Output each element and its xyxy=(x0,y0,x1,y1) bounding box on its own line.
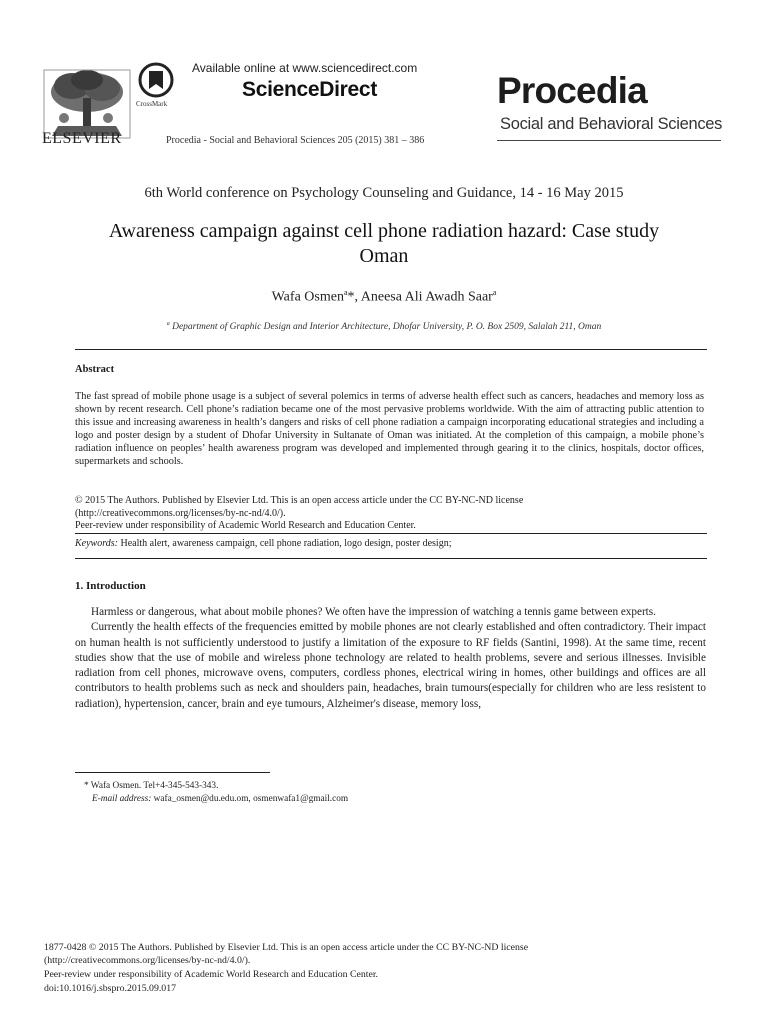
paragraph: Harmless or dangerous, what about mobile phones? We often have the impression of watching a tennis game between experts. xyxy=(91,606,656,618)
author-line xyxy=(0,288,768,306)
author-separator: , xyxy=(354,289,361,305)
keywords-line xyxy=(75,538,451,549)
elsevier-wordmark: ELSEVIER xyxy=(42,130,122,147)
procedia-underline xyxy=(497,140,721,141)
keywords-top-rule xyxy=(75,533,707,534)
abstract-copyright: © 2015 The Authors. Published by Elsevier Ltd. This is an open access article under the CC BY-NC-ND license xyxy=(75,495,524,506)
paper-title: Awareness campaign against cell phone radiation hazard: Case study Oman xyxy=(108,220,660,267)
email-label: E-mail address: xyxy=(92,794,152,804)
author-name: Wafa Osmen xyxy=(271,289,344,305)
procedia-subtitle: Social and Behavioral Sciences xyxy=(500,115,723,133)
affiliation-marker: a xyxy=(492,288,497,297)
keywords-label: Keywords: xyxy=(75,538,118,549)
abstract-bottom-rule xyxy=(75,558,707,559)
footnote-rule xyxy=(75,772,270,773)
procedia-logo: Procedia xyxy=(497,70,647,111)
corresponding-marker: * xyxy=(347,289,355,305)
issn-copyright-line: 1877-0428 © 2015 The Authors. Published by Elsevier Ltd. This is an open access article under the CC BY-NC-ND license xyxy=(44,942,529,953)
bottom-peer-review: Peer-review under responsibility of Academic World Research and Education Center. xyxy=(44,969,378,980)
paragraph: Currently the health effects of the frequencies emitted by mobile phones are not clearly established and often contradictory. Their impact on human health is not sufficiently understood to justify a limitation of the exposure to RF fields (Santini, 1998). At the same time, recent studies show that the use of mobile and wireless phone technology are related to health problems, severe and serious illnesses. Invisible radiation from cell phones, microwave ovens, computers, cordless phones, electrical wiring in homes, other buildings and offices are all contributors to health problems such as neck and shoulders pain, headaches, brain tumours(especially for children who are less resistent to radiation), hypertension, cancer, brain and eye tumours, Alzheimer's disease, memory loss, xyxy=(75,621,706,710)
email-addresses[interactable]: wafa_osmen@du.edu.om, osmenwafa1@gmail.com xyxy=(151,794,349,804)
crossmark-label: CrossMark xyxy=(136,100,168,108)
email-line xyxy=(92,794,348,804)
journal-citation: Procedia - Social and Behavioral Sciences 205 (2015) 381 – 386 xyxy=(166,135,425,146)
corresponding-author-note: * Wafa Osmen. Tel+4-345-543-343. xyxy=(84,781,219,791)
introduction-body xyxy=(75,605,706,712)
conference-line: 6th World conference on Psychology Counseling and Guidance, 14 - 16 May 2015 xyxy=(144,185,624,201)
affiliation-line xyxy=(0,321,768,332)
affiliation-text: Department of Graphic Design and Interior Architecture, Dhofar University, P. O. Box 2509, Salalah 211, Oman xyxy=(169,322,602,333)
affiliation-marker: a xyxy=(343,288,348,297)
sciencedirect-logo: ScienceDirect xyxy=(242,78,378,101)
available-online-line[interactable]: Available online at www.sciencedirect.com xyxy=(192,61,418,75)
introduction-heading: 1. Introduction xyxy=(75,580,146,592)
abstract-peer-review: Peer-review under responsibility of Academic World Research and Education Center. xyxy=(75,520,416,531)
abstract-license-link[interactable]: (http://creativecommons.org/licenses/by-nc-nd/4.0/). xyxy=(75,508,286,519)
author-name: Aneesa Ali Awadh Saar xyxy=(360,289,493,305)
doi-line[interactable]: doi:10.1016/j.sbspro.2015.09.017 xyxy=(44,983,176,994)
abstract-heading: Abstract xyxy=(75,364,115,375)
bottom-license-link[interactable]: (http://creativecommons.org/licenses/by-nc-nd/4.0/). xyxy=(44,955,251,966)
keywords-text: Health alert, awareness campaign, cell phone radiation, logo design, poster design; xyxy=(117,538,452,549)
abstract-body: The fast spread of mobile phone usage is a subject of several polemics in terms of adverse health effect such as cancers, headaches and memory loss as shown by recent research. Cell phone’s radiation became one of the most pervasive problems worldwide. With the aim of attracting public attention to this issue and increasing awareness in health’s dangers and risks of cell phone radiation a campaign incorporating educational strategies and including a logo and poster design by a student of Dhofar University in Sultanate of Oman was initiated. At the completion of this campaign, a mobile phone’s radiation influence on peoples’ health awareness program was developed and implemented through gearing it to the clinics, hospitals, doctor offices, supermarkets and schools. xyxy=(75,391,704,467)
abstract-top-rule xyxy=(75,349,707,350)
crossmark-icon[interactable] xyxy=(138,62,174,102)
affiliation-marker: a xyxy=(166,321,170,327)
